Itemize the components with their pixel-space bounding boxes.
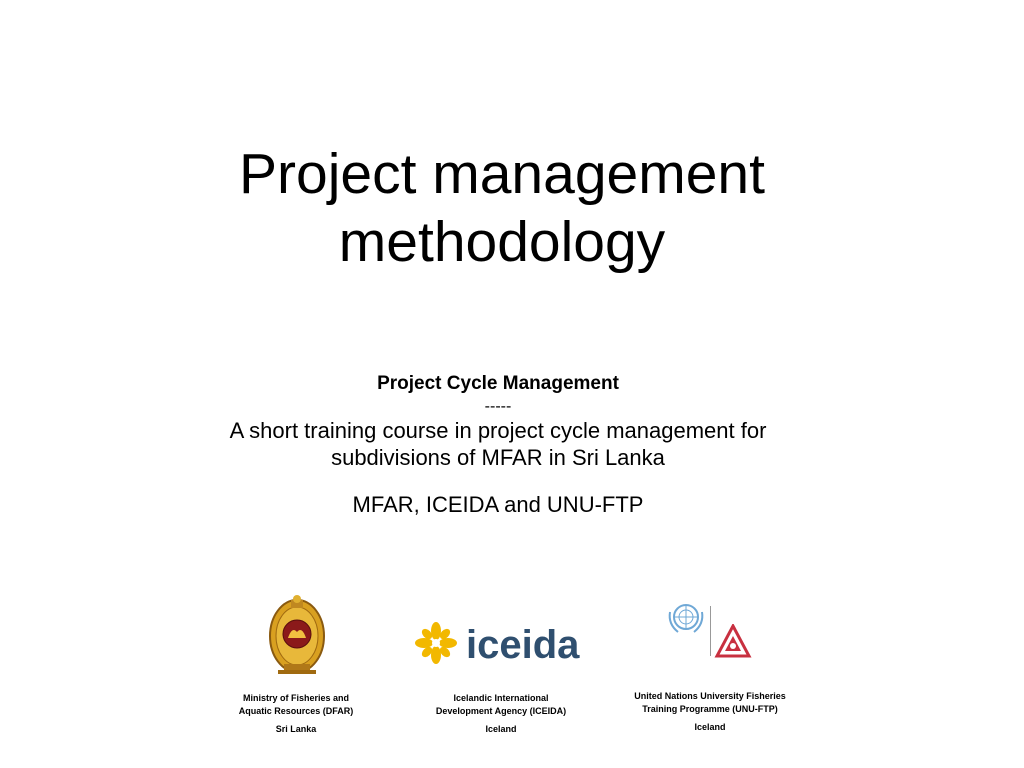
un-emblem-logo: [666, 600, 706, 636]
caption-mfar-line1: Ministry of Fisheries and: [242, 693, 350, 703]
caption-mfar-line2: Aquatic Resources (DFAR): [238, 706, 354, 716]
slide-subtitle: [0, 370, 996, 518]
caption-iceida-country: Iceland: [485, 724, 517, 734]
caption-mfar-country: Sri Lanka: [275, 724, 317, 734]
caption-unu-line1: United Nations University Fisheries: [634, 691, 786, 701]
iceida-flower-icon: [415, 622, 457, 664]
description-line-2: subdivisions of MFAR in Sri Lanka: [331, 445, 665, 470]
caption-unu-country: Iceland: [694, 722, 726, 732]
subtitle-heading: Project Cycle Management: [377, 373, 619, 394]
description-line-1: A short training course in project cycle management for: [229, 418, 767, 443]
title-line-2: methodology: [338, 210, 666, 274]
iceida-logo: [414, 620, 590, 666]
subtitle-separator: -----: [484, 398, 512, 415]
caption-iceida-line1: Icelandic International: [453, 693, 549, 703]
partners-line: MFAR, ICEIDA and UNU-FTP: [352, 492, 644, 517]
title-line-1: Project management: [239, 142, 765, 206]
caption-unu-line2: Training Programme (UNU-FTP): [642, 704, 778, 714]
caption-iceida-line2: Development Agency (ICEIDA): [435, 706, 567, 716]
iceida-wordmark: iceida: [466, 623, 580, 666]
caption-mfar: [186, 692, 406, 736]
logo-divider: [710, 606, 711, 656]
slide-title: [0, 140, 1004, 276]
unu-ftp-logo: [714, 624, 752, 662]
caption-iceida: [391, 692, 611, 736]
caption-unu-ftp: [600, 690, 820, 734]
sri-lanka-emblem-logo: [264, 594, 330, 676]
